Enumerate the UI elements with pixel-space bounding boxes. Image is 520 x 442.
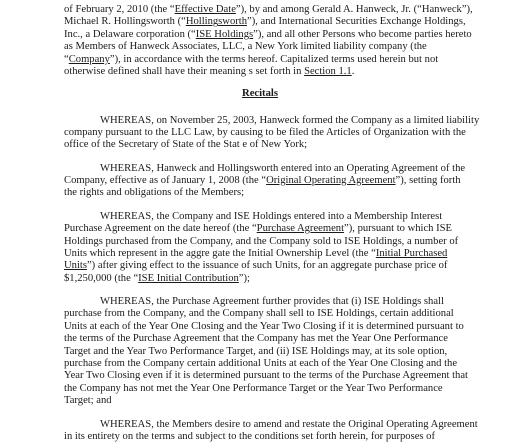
recital-line: the terms of the Purchase Agreement that the Company has met the Year One Performance (64, 333, 448, 345)
defined-term: Units (64, 260, 87, 272)
recital-line: $1,250,000 (the “ISE Initial Contribution”); (64, 272, 250, 284)
recital-line: the Company has not met the Year One Performance Target or the Year Two Performance (64, 382, 443, 394)
recital-line: purchase from the Company certain additional Units at each of the Year One Closing and the (64, 358, 458, 369)
recital-line: purchase from the Company, and the Company shall sell to ISE Holdings, certain additional (64, 308, 454, 320)
recital-line: Holdings purchased from the Company, and the Company sold to ISE Holdings, a number of (64, 235, 459, 247)
defined-term: Hollingsworth (185, 16, 248, 28)
recital-line: Year Two Closing even if it is determined pursuant to the terms of the Purchase Agreement that (64, 370, 468, 382)
defined-term: Purchase Agreement (256, 223, 345, 235)
recital-line: the rights and obligations of the Members; (64, 187, 245, 199)
intro-line: of February 2, 2010 (the “Effective Date”), by and among Gerald A. Hanweck, Jr. (“Hanweck”), (64, 4, 473, 15)
intro-line: otherwise defined shall have their meaning s set forth in Section 1.1. (64, 66, 355, 77)
recital-line: WHEREAS, the Purchase Agreement further provides that (i) ISE Holdings shall (100, 296, 444, 307)
recital-line: Purchase Agreement on the date hereof (the “Purchase Agreement”), pursuant to which ISE (64, 223, 453, 235)
recital-line: WHEREAS, Hanweck and Hollingsworth entered into an Operating Agreement of the (100, 162, 466, 174)
recital-line: Units which represent in the aggre gate the Initial Ownership Level (the “Initial Purchased (64, 247, 448, 259)
defined-term: ISE Initial Contribution (138, 272, 239, 284)
defined-term: Section 1.1 (304, 66, 352, 77)
defined-term: Effective Date (174, 4, 236, 15)
recital-line: WHEREAS, the Members desire to amend and restate the Original Operating Agreement (100, 418, 478, 430)
defined-term: Company (68, 53, 110, 65)
recital-line: office of the Secretary of State of the Stat e of New York; (64, 139, 308, 151)
recital-line: Units at each of the Year One Closing and the Year Two Closing if it is determined pursuant to (64, 320, 464, 332)
recital-line: in its entirety on the terms and subject to the conditions set forth herein, for purposes of (64, 430, 435, 442)
defined-term: Initial Purchased (375, 247, 448, 259)
recital-line: Target; and (64, 395, 112, 407)
recitals-heading: Recitals (242, 88, 278, 100)
intro-line: Inc., a Delaware corporation (“ISE Holdings”), and all other Persons who become parties hereto (64, 28, 472, 40)
recital-line: Company, effective as of January 1, 2008 (the “Original Operating Agreement”), setting forth (64, 175, 461, 186)
recital-line: WHEREAS, the Company and ISE Holdings entered into a Membership Interest (100, 210, 443, 222)
recital-line: company pursuant to the LLC Law, by causing to be filed the Articles of Organization with the (64, 126, 466, 138)
defined-term: ISE Holdings (195, 28, 254, 40)
recital-line: Units”) after giving effect to the issuance of such Units, for an aggregate purchase price of (64, 260, 448, 272)
intro-line: “Company”), in accordance with the terms hereof. Capitalized terms used herein but not (64, 53, 439, 65)
intro-line: as Members of Hanweck Associates, LLC, a New York limited liability company (the (64, 41, 427, 53)
recital-line: WHEREAS, on November 25, 2003, Hanweck formed the Company as a limited liability (100, 114, 480, 126)
intro-line: Michael R. Hollingsworth (“Hollingsworth”), and International Securities Exchange Holdings, (64, 16, 466, 28)
recital-line: Target and the Year Two Performance Target, and (ii) ISE Holdings may, at its sole option, (64, 345, 448, 357)
defined-term: Original Operating Agreement (266, 175, 396, 186)
